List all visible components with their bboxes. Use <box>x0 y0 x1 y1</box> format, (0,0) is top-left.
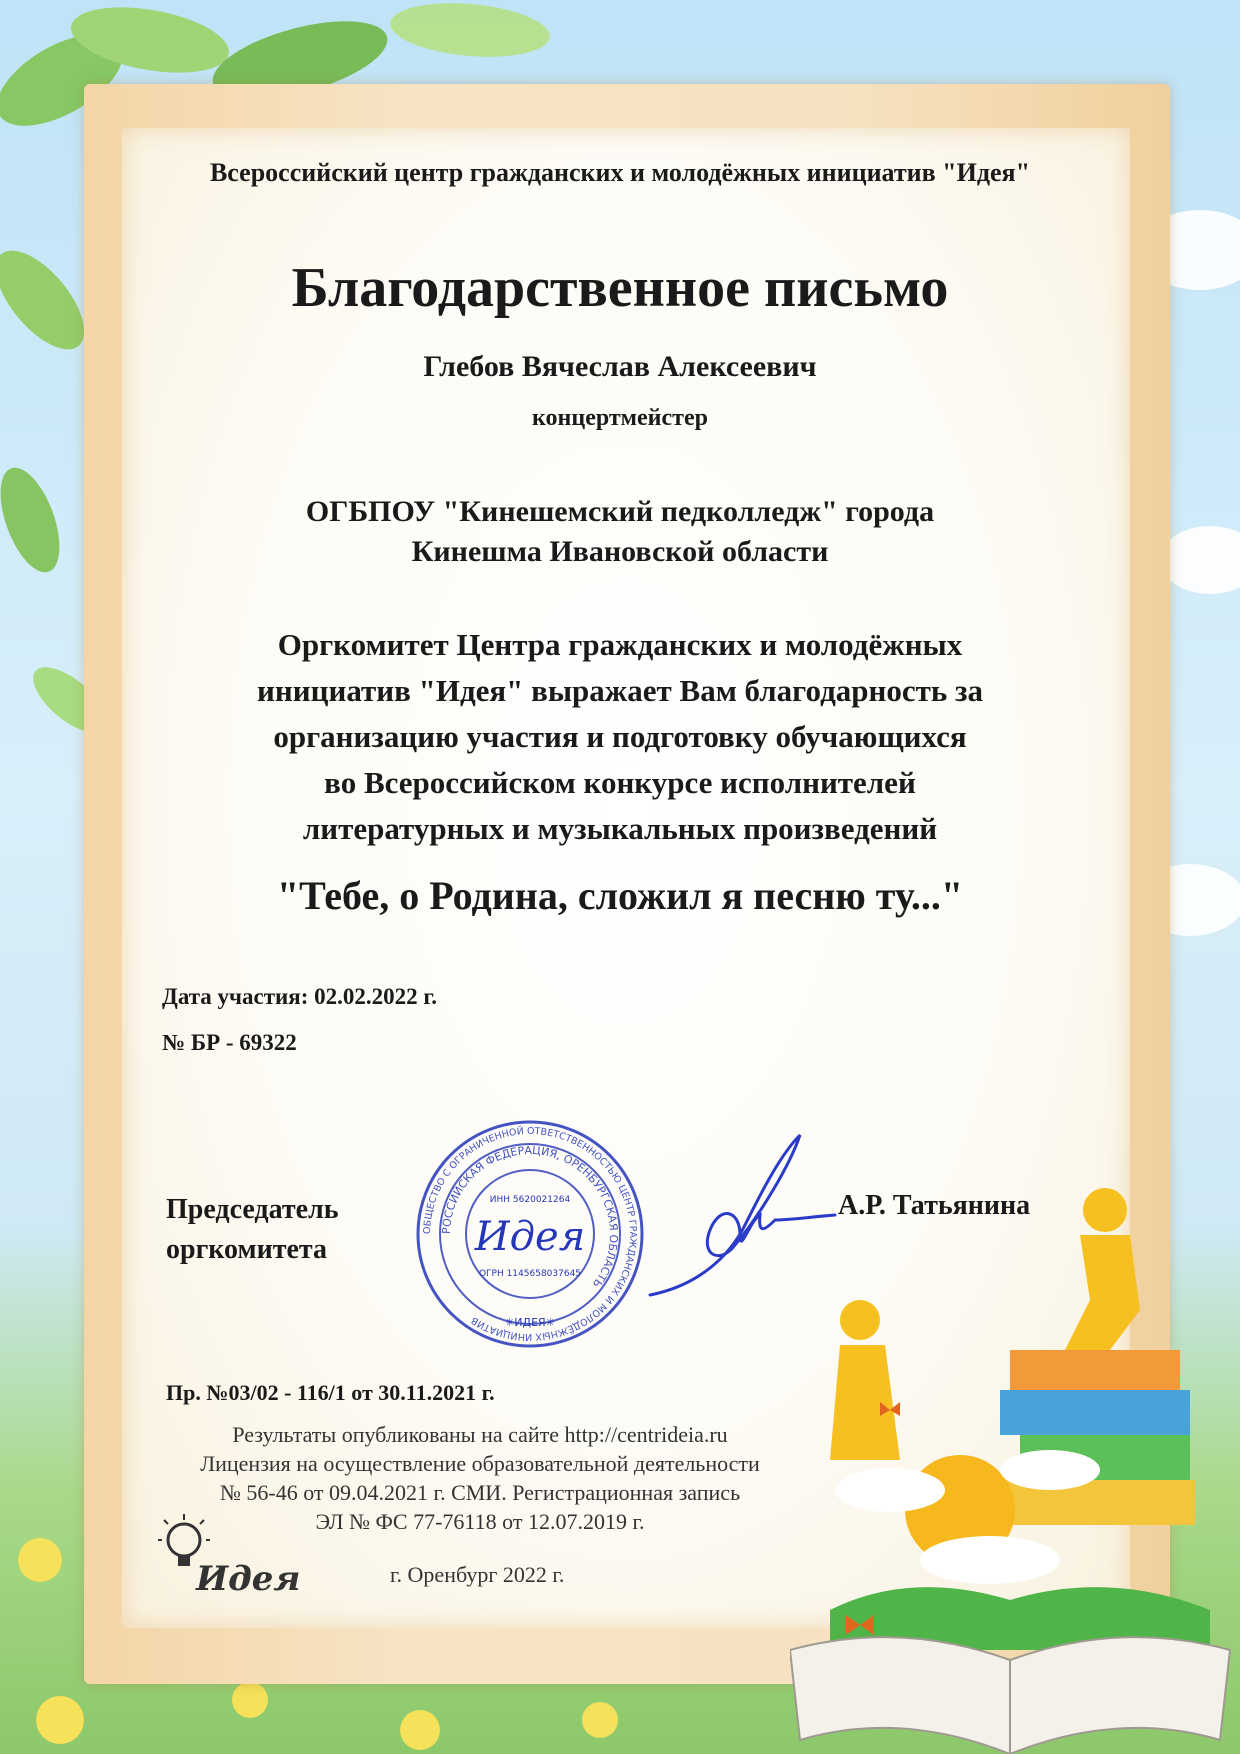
stamp-outer-text: ОБЩЕСТВО С ОГРАНИЧЕННОЙ ОТВЕТСТВЕННОСТЬЮ ЦЕНТР ГРАЖДАНСКИХ И МОЛОДЁЖНЫХ ИНИЦИАТИВ <box>421 1125 639 1343</box>
chair-line: оргкомитета <box>166 1234 327 1265</box>
footer-line: № 56-46 от 09.04.2021 г. СМИ. Регистрационная запись <box>219 1480 741 1505</box>
decorative-illustration <box>790 1180 1240 1754</box>
organization-stamp <box>414 1118 646 1350</box>
chair-line: Председатель <box>166 1194 339 1225</box>
message-line: Оргкомитет Центра гражданских и молодёжных <box>277 627 963 662</box>
stamp-center-text: Идея <box>474 1214 586 1260</box>
recipient-institution <box>0 492 1240 572</box>
institution-line: Кинешма Ивановской области <box>411 535 829 568</box>
footer-line: Лицензия на осуществление образовательной деятельности <box>200 1451 760 1476</box>
footer-line: Результаты опубликованы на сайте http://centrideia.ru <box>232 1422 728 1447</box>
stamp-inner-text: РОССИЙСКАЯ ФЕДЕРАЦИЯ, ОРЕНБУРГСКАЯ ОБЛАСТЬ <box>439 1143 621 1291</box>
issuer-organization: Всероссийский центр гражданских и молодёжных инициатив "Идея" <box>209 158 1031 187</box>
document-title: Благодарственное письмо <box>291 257 949 319</box>
stamp-inn: ИНН 5620021264 <box>489 1195 571 1205</box>
chair-title <box>166 1190 339 1270</box>
logo-text: Идея <box>196 1559 301 1599</box>
contest-title: "Тебе, о Родина, сложил я песню ту..." <box>276 873 964 918</box>
child-silhouette-icon <box>1065 1188 1140 1350</box>
message-line: во Всероссийском конкурсе исполнителей <box>324 765 916 800</box>
message-line: литературных и музыкальных произведений <box>302 811 938 846</box>
participation-date: Дата участия: 02.02.2022 г. <box>162 984 437 1009</box>
stamp-ogrn: ОГРН 1145658037645 <box>478 1269 582 1279</box>
message-line: организацию участия и подготовку обучающихся <box>273 719 967 754</box>
certificate-number: № БР - 69322 <box>162 1030 297 1055</box>
signer-name: А.Р. Татьянина <box>838 1190 1031 1221</box>
recipient-name: Глебов Вячеслав Алексеевич <box>423 350 817 383</box>
footer-line: ЭЛ № ФС 77-76118 от 12.07.2019 г. <box>315 1509 645 1534</box>
idea-logo <box>156 1510 306 1600</box>
gratitude-message <box>0 622 1240 852</box>
order-reference: Пр. №03/02 - 116/1 от 30.11.2021 г. <box>166 1380 495 1405</box>
institution-line: ОГБПОУ "Кинешемский педколледж" города <box>305 495 935 528</box>
recipient-position: концертмейстер <box>532 405 708 431</box>
girl-silhouette-icon <box>830 1300 900 1460</box>
city-year: г. Оренбург 2022 г. <box>390 1562 565 1587</box>
stamp-bottom-text: ✳ИДЕЯ✳ <box>505 1316 555 1329</box>
lightbulb-icon <box>168 1524 200 1556</box>
message-line: инициатив "Идея" выражает Вам благодарность за <box>257 673 983 708</box>
